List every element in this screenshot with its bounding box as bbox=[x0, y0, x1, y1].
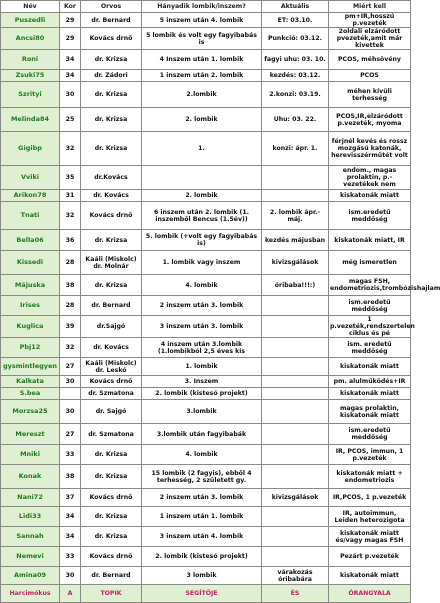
member-current bbox=[262, 400, 329, 424]
member-current: 2.konzi: 03.19. bbox=[262, 82, 329, 108]
table-row bbox=[1, 388, 411, 400]
member-name: Arikon78 bbox=[1, 190, 60, 202]
member-name: Roni bbox=[1, 50, 60, 70]
member-current: kezdés: 03.12. bbox=[262, 70, 329, 82]
member-doctor: dr. Kovács bbox=[81, 190, 142, 202]
table-row bbox=[1, 166, 411, 190]
table-row bbox=[1, 376, 411, 388]
member-reason: kiskatonák miatt + endometriozis bbox=[329, 465, 411, 489]
member-doctor: dr. Zádori bbox=[81, 70, 142, 82]
member-reason: IR, PCOS, immun, 1 p.vezeték bbox=[329, 445, 411, 465]
member-name: Kuglica bbox=[1, 316, 60, 338]
member-name: Lidi33 bbox=[1, 507, 60, 527]
member-attempt: 5 inszem után 4. lombik bbox=[142, 13, 262, 28]
member-doctor: Kovács drnő bbox=[81, 28, 142, 50]
member-age: 29 bbox=[60, 28, 81, 50]
member-attempt: 4 Inszem után 1. lombik bbox=[142, 50, 262, 70]
member-attempt: 2 inszem után 3. lombik bbox=[142, 489, 262, 507]
member-name: Nani72 bbox=[1, 489, 60, 507]
footer-row bbox=[1, 585, 411, 603]
table-row bbox=[1, 108, 411, 132]
member-current: 2. lombik ápr.-máj. bbox=[262, 202, 329, 230]
member-reason: PCOS,IR,elzáródott p.vezeték, myoma bbox=[329, 108, 411, 132]
member-doctor: dr. Krizsa bbox=[81, 527, 142, 547]
member-age: 30 bbox=[60, 82, 81, 108]
member-attempt: 4 inszem után 3.lombik (1.lombikból 2,5 éves kis bbox=[142, 338, 262, 358]
member-age: 34 bbox=[60, 507, 81, 527]
table-row bbox=[1, 489, 411, 507]
member-reason: ism.eredetű meddőség bbox=[329, 202, 411, 230]
member-doctor: dr. Bernard bbox=[81, 567, 142, 585]
member-name: gysmintlegyen bbox=[1, 358, 60, 376]
table-row bbox=[1, 202, 411, 230]
member-current bbox=[262, 547, 329, 567]
member-doctor: dr. Krizsa bbox=[81, 132, 142, 166]
member-reason: ism.eredetű meddőség bbox=[329, 424, 411, 445]
member-doctor: dr. Bernard bbox=[81, 13, 142, 28]
member-age: 31 bbox=[60, 190, 81, 202]
member-name: Tnati bbox=[1, 202, 60, 230]
member-age: 32 bbox=[60, 202, 81, 230]
header-current: Aktuális bbox=[262, 1, 329, 13]
member-reason: magas FSH, endometriozis,trombózishajlam bbox=[329, 275, 411, 296]
member-current bbox=[262, 376, 329, 388]
member-attempt: 1. lombik bbox=[142, 358, 262, 376]
member-reason: kiskatonák miatt bbox=[329, 567, 411, 585]
member-attempt: 3.lombik bbox=[142, 400, 262, 424]
member-name: Konak bbox=[1, 465, 60, 489]
member-current bbox=[262, 316, 329, 338]
member-age: 30 bbox=[60, 376, 81, 388]
member-reason: IR,PCOS, 1 p.vezeték bbox=[329, 489, 411, 507]
member-reason: 1 p.vezeték,rendszertelen ciklus és pé bbox=[330, 316, 415, 337]
member-name: Kissedi bbox=[1, 251, 60, 275]
member-current bbox=[262, 388, 329, 400]
member-name: Szrityi bbox=[1, 82, 60, 108]
member-attempt: 2. lombik bbox=[142, 108, 262, 132]
table-row bbox=[1, 28, 411, 50]
member-attempt: 3. Inszem bbox=[142, 376, 262, 388]
member-doctor: Kovács drnő bbox=[81, 376, 142, 388]
footer-cell: A bbox=[60, 585, 81, 603]
header-row bbox=[1, 1, 411, 13]
member-age: 35 bbox=[60, 166, 81, 190]
footer-cell: Harcimókus bbox=[1, 585, 60, 603]
member-current bbox=[262, 465, 329, 489]
member-attempt: 5 lombik és volt egy fagyibabás is bbox=[142, 28, 262, 50]
member-current: kivizsgálások bbox=[262, 251, 329, 275]
member-current: Uhu: 03. 22. bbox=[262, 108, 329, 132]
member-reason: kiskatonák miatt bbox=[329, 358, 411, 376]
member-attempt: 6 inszem után 2. lombik (1. inszemből Bencus (1.5év)) bbox=[142, 202, 262, 230]
footer-cell: SEGÍTŐJE bbox=[142, 585, 262, 603]
member-reason: kiskatonák miatt bbox=[329, 190, 411, 202]
member-age: 30 bbox=[60, 567, 81, 585]
member-age: 37 bbox=[60, 489, 81, 507]
member-current: fagyi uhu: 03. 10. bbox=[262, 50, 329, 70]
member-reason: kiskatonák miatt és/vagy magas FSH bbox=[329, 527, 411, 547]
member-doctor: Kovács drnő bbox=[81, 202, 142, 230]
member-reason: méhen kívüli terhesség bbox=[329, 82, 411, 108]
table-row bbox=[1, 251, 411, 275]
member-age: 27 bbox=[60, 358, 81, 376]
member-name: Zsuki75 bbox=[1, 70, 60, 82]
member-age: 25 bbox=[60, 108, 81, 132]
member-current bbox=[262, 507, 329, 527]
member-name: Puszedli bbox=[1, 13, 60, 28]
member-attempt: 4. lombik bbox=[142, 275, 262, 296]
member-age: 36 bbox=[60, 230, 81, 251]
member-doctor: dr. Krizsa bbox=[81, 465, 142, 489]
member-current: ET: 03.10. bbox=[262, 13, 329, 28]
member-doctor: dr.Sajgó bbox=[81, 316, 142, 338]
table-row bbox=[1, 445, 411, 465]
member-doctor: dr. Krizsa bbox=[81, 82, 142, 108]
table-row bbox=[1, 296, 411, 316]
member-name: Pbj12 bbox=[1, 338, 60, 358]
table-row bbox=[1, 527, 411, 547]
member-name: Mereszt bbox=[1, 424, 60, 445]
table-row bbox=[1, 275, 411, 296]
member-doctor: dr. Szmatona bbox=[81, 388, 142, 400]
member-reason: kiskatonák miatt bbox=[329, 388, 411, 400]
table-row bbox=[1, 338, 411, 358]
member-name: Vviki bbox=[1, 166, 60, 190]
member-age: 28 bbox=[60, 251, 81, 275]
member-current bbox=[262, 358, 329, 376]
member-current bbox=[262, 296, 329, 316]
table-row bbox=[1, 567, 411, 585]
member-name: Melinda84 bbox=[1, 108, 60, 132]
member-attempt: 3 inszem után 4. lombik bbox=[142, 527, 262, 547]
member-reason: még ismeretlen bbox=[329, 251, 411, 275]
member-attempt: 15 lombik (2 fagyis), ebből 4 terhesség, 2 született gy. bbox=[142, 465, 262, 489]
member-doctor: dr. Szmatona bbox=[81, 424, 142, 445]
member-name: Sannah bbox=[1, 527, 60, 547]
member-age: 28 bbox=[60, 296, 81, 316]
member-attempt bbox=[142, 166, 262, 190]
member-age: 38 bbox=[60, 275, 81, 296]
member-reason: endom., magas prolaktin, p.-vezetékek nem bbox=[329, 166, 411, 190]
member-name: S.bea bbox=[1, 388, 60, 400]
member-reason: IR, autoimmun, Leiden heterozigota bbox=[329, 507, 411, 527]
member-reason: ism.eredetű meddőség bbox=[329, 296, 411, 316]
member-age: 34 bbox=[60, 70, 81, 82]
member-doctor: dr. Krizsa bbox=[81, 445, 142, 465]
table-row bbox=[1, 230, 411, 251]
member-reason: kiskatonák miatt, IR bbox=[329, 230, 411, 251]
member-attempt: 1. lombik vagy inszem bbox=[142, 251, 262, 275]
member-attempt: 3.lombik után fagyibabák bbox=[142, 424, 262, 445]
header-age: Kor bbox=[60, 1, 81, 13]
member-doctor: dr. Krizsa bbox=[81, 108, 142, 132]
member-name: Bella06 bbox=[1, 230, 60, 251]
member-reason: pm+IR,hosszú p.vezeték bbox=[329, 13, 411, 28]
member-doctor: Kovács drnő bbox=[81, 547, 142, 567]
table-row bbox=[1, 358, 411, 376]
table-row bbox=[1, 190, 411, 202]
member-age: 34 bbox=[60, 527, 81, 547]
member-age: 33 bbox=[60, 445, 81, 465]
member-doctor: dr. Bernard bbox=[81, 296, 142, 316]
member-age: 30 bbox=[60, 400, 81, 424]
member-attempt: 5. lombik (+volt egy fagyibabás is) bbox=[142, 230, 262, 251]
member-attempt: 3 inszem után 3. lombik bbox=[142, 316, 262, 338]
table-row bbox=[1, 82, 411, 108]
member-attempt: 3 lombik bbox=[142, 567, 262, 585]
member-attempt: 2. lombik bbox=[142, 190, 262, 202]
member-reason: Pezárt p.vezeték bbox=[329, 547, 411, 567]
header-attempt: Hányadik lombik/inszem? bbox=[142, 1, 262, 13]
member-current: kivizsgálások bbox=[262, 489, 329, 507]
member-attempt: 1 inszem után 2. lombik bbox=[142, 70, 262, 82]
table-row bbox=[1, 50, 411, 70]
footer-cell: ÉS bbox=[262, 585, 329, 603]
table-row bbox=[1, 547, 411, 567]
member-reason: magas prolaktin, kiskatonák miatt bbox=[329, 400, 411, 424]
member-age: 38 bbox=[60, 465, 81, 489]
member-doctor: dr. Kovács bbox=[81, 338, 142, 358]
member-reason: PCOS, méhsövény bbox=[329, 50, 411, 70]
member-doctor: dr. Krizsa bbox=[81, 507, 142, 527]
member-age: 32 bbox=[60, 338, 81, 358]
table-row bbox=[1, 507, 411, 527]
member-current bbox=[262, 527, 329, 547]
member-doctor: dr. Krizsa bbox=[81, 50, 142, 70]
member-current bbox=[262, 424, 329, 445]
table-row bbox=[1, 400, 411, 424]
member-name: Nemevi bbox=[1, 547, 60, 567]
member-age: 29 bbox=[60, 13, 81, 28]
member-reason: PCOS bbox=[329, 70, 411, 82]
member-reason: ism. eredetű meddőség bbox=[329, 338, 411, 358]
table-row bbox=[1, 424, 411, 445]
table-row bbox=[1, 316, 411, 338]
header-name: Név bbox=[1, 1, 60, 13]
member-current: Punkció: 03.12. bbox=[262, 28, 329, 50]
member-current: óribaba!!!:) bbox=[262, 275, 329, 296]
member-age: 39 bbox=[60, 316, 81, 338]
member-current: kezdés májusban bbox=[262, 230, 329, 251]
table-row bbox=[1, 70, 411, 82]
header-reason: Miért kell bbox=[329, 1, 411, 13]
member-name: Kalkata bbox=[1, 376, 60, 388]
member-current bbox=[262, 445, 329, 465]
member-name: Amina09 bbox=[1, 567, 60, 585]
member-attempt: 1 inszem után 1. lombik bbox=[142, 507, 262, 527]
member-attempt: 2. lombik (kistesó projekt) bbox=[142, 388, 262, 400]
table-row bbox=[1, 465, 411, 489]
member-doctor: Kaáli (Miskolc) dr. Leskó bbox=[81, 358, 142, 376]
member-current: konzi: ápr. 1. bbox=[262, 132, 329, 166]
member-doctor: dr. Krizsa bbox=[81, 230, 142, 251]
header-doctor: Orvos bbox=[81, 1, 142, 13]
member-attempt: 2. lombik (kistesó projekt) bbox=[142, 547, 262, 567]
member-attempt: 4. lombik bbox=[142, 445, 262, 465]
member-current bbox=[262, 166, 329, 190]
footer-cell: TOPIK bbox=[81, 585, 142, 603]
member-name: Ancsi80 bbox=[1, 28, 60, 50]
member-current: várakozás óribabára bbox=[262, 567, 329, 585]
table-row bbox=[1, 13, 411, 28]
member-name: Irises bbox=[1, 296, 60, 316]
member-doctor: dr. Krizsa bbox=[81, 275, 142, 296]
member-current bbox=[262, 190, 329, 202]
member-reason: pm. alulműködés+IR bbox=[329, 376, 411, 388]
member-name: Gigibp bbox=[1, 132, 60, 166]
member-age: 34 bbox=[60, 50, 81, 70]
member-attempt: 2.lombik bbox=[142, 82, 262, 108]
member-name: Májuska bbox=[1, 275, 60, 296]
table-row bbox=[1, 132, 411, 166]
member-age: 27 bbox=[60, 424, 81, 445]
member-age bbox=[60, 388, 81, 400]
member-name: Morzsa25 bbox=[1, 400, 60, 424]
member-doctor: Kovács drnő bbox=[81, 489, 142, 507]
member-attempt: 2 inszem után 3. lombik bbox=[142, 296, 262, 316]
member-age: 32 bbox=[60, 132, 81, 166]
member-doctor: dr.Kovács bbox=[81, 166, 142, 190]
member-name: Mniki bbox=[1, 445, 60, 465]
member-age: 33 bbox=[60, 547, 81, 567]
member-doctor: dr. Sajgó bbox=[81, 400, 142, 424]
member-attempt: 1. bbox=[142, 132, 262, 166]
footer-cell: ÓRANGYALA bbox=[329, 585, 411, 603]
member-reason: 2oldali elzáródott pvezeték,amit már kivettek bbox=[329, 28, 411, 50]
member-doctor: Kaáli (Miskolc) dr. Molnár bbox=[81, 251, 142, 275]
member-current bbox=[262, 338, 329, 358]
member-reason: férjnél kevés és rossz mozgású katonák, herevisszérműtét volt bbox=[329, 132, 411, 166]
